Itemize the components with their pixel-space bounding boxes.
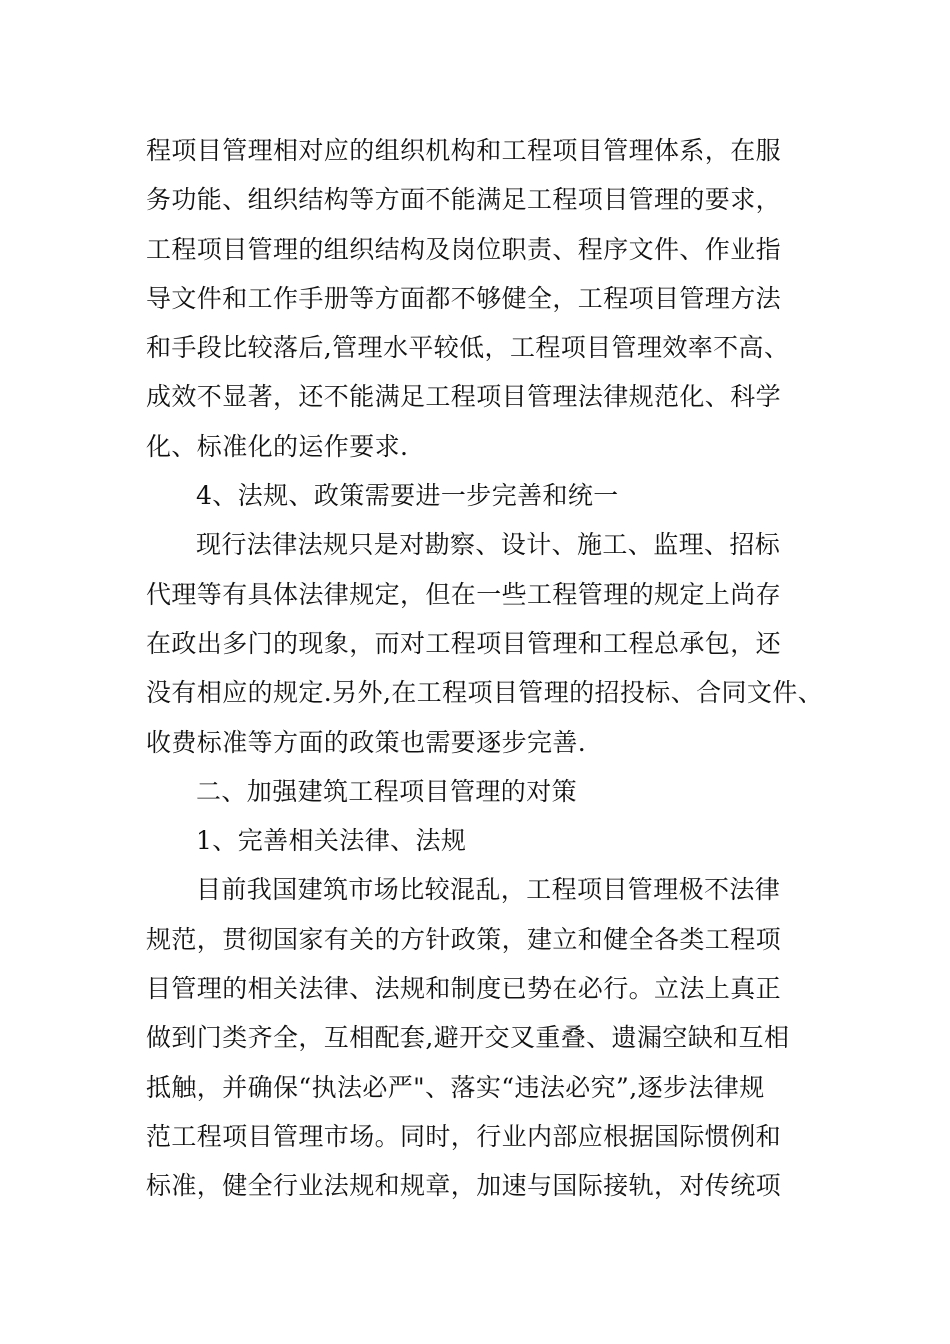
text-line: 程项目管理相对应的组织机构和工程项目管理体系，在服 <box>146 136 782 165</box>
text-line: 成效不显著，还不能满足工程项目管理法律规范化、科学 <box>146 382 782 412</box>
text-line: 做到门类齐全，互相配套,避开交叉重叠、遗漏空缺和互相 <box>146 1023 790 1053</box>
text-line: 没有相应的规定.另外,在工程项目管理的招投标、合同文件、 <box>146 678 824 708</box>
document-body <box>146 126 826 1211</box>
text-line: 化、标准化的运作要求. <box>146 431 409 461</box>
text-line: 在政出多门的现象，而对工程项目管理和工程总承包，还 <box>146 628 782 658</box>
paragraph-start: 目前我国建筑市场比较混乱，工程项目管理极不法律 <box>196 875 781 905</box>
text-line: 收费标准等方面的政策也需要逐步完善. <box>146 727 587 757</box>
text-line: 工程项目管理的组织结构及岗位职责、程序文件、作业指 <box>146 234 782 264</box>
text-line: 代理等有具体法律规定，但在一些工程管理的规定上尚存 <box>146 579 782 609</box>
text-line: 务功能、组织结构等方面不能满足工程项目管理的要求， <box>146 185 782 215</box>
text-line: 导文件和工作手册等方面都不够健全，工程项目管理方法 <box>146 283 782 313</box>
chapter-heading: 二、加强建筑工程项目管理的对策 <box>196 776 578 806</box>
text-line: 和手段比较落后,管理水平较低，工程项目管理效率不高、 <box>146 333 790 363</box>
text-line: 目管理的相关法律、法规和制度已势在必行。立法上真正 <box>146 974 782 1004</box>
text-line: 规范，贯彻国家有关的方针政策，建立和健全各类工程项 <box>146 924 782 954</box>
text-line: 范工程项目管理市场。同时，行业内部应根据国际惯例和 <box>146 1121 782 1151</box>
section-heading: 4、法规、政策需要进一步完善和统一 <box>196 481 619 511</box>
paragraph-start: 现行法律法规只是对勘察、设计、施工、监理、招标 <box>196 530 781 560</box>
text-line: 标准，健全行业法规和规章，加速与国际接轨，对传统项 <box>146 1171 782 1201</box>
section-heading: 1、完善相关法律、法规 <box>196 826 467 856</box>
text-line: 抵触，并确保“执法必严"、落实“违法必究”,逐步法律规 <box>146 1072 765 1102</box>
